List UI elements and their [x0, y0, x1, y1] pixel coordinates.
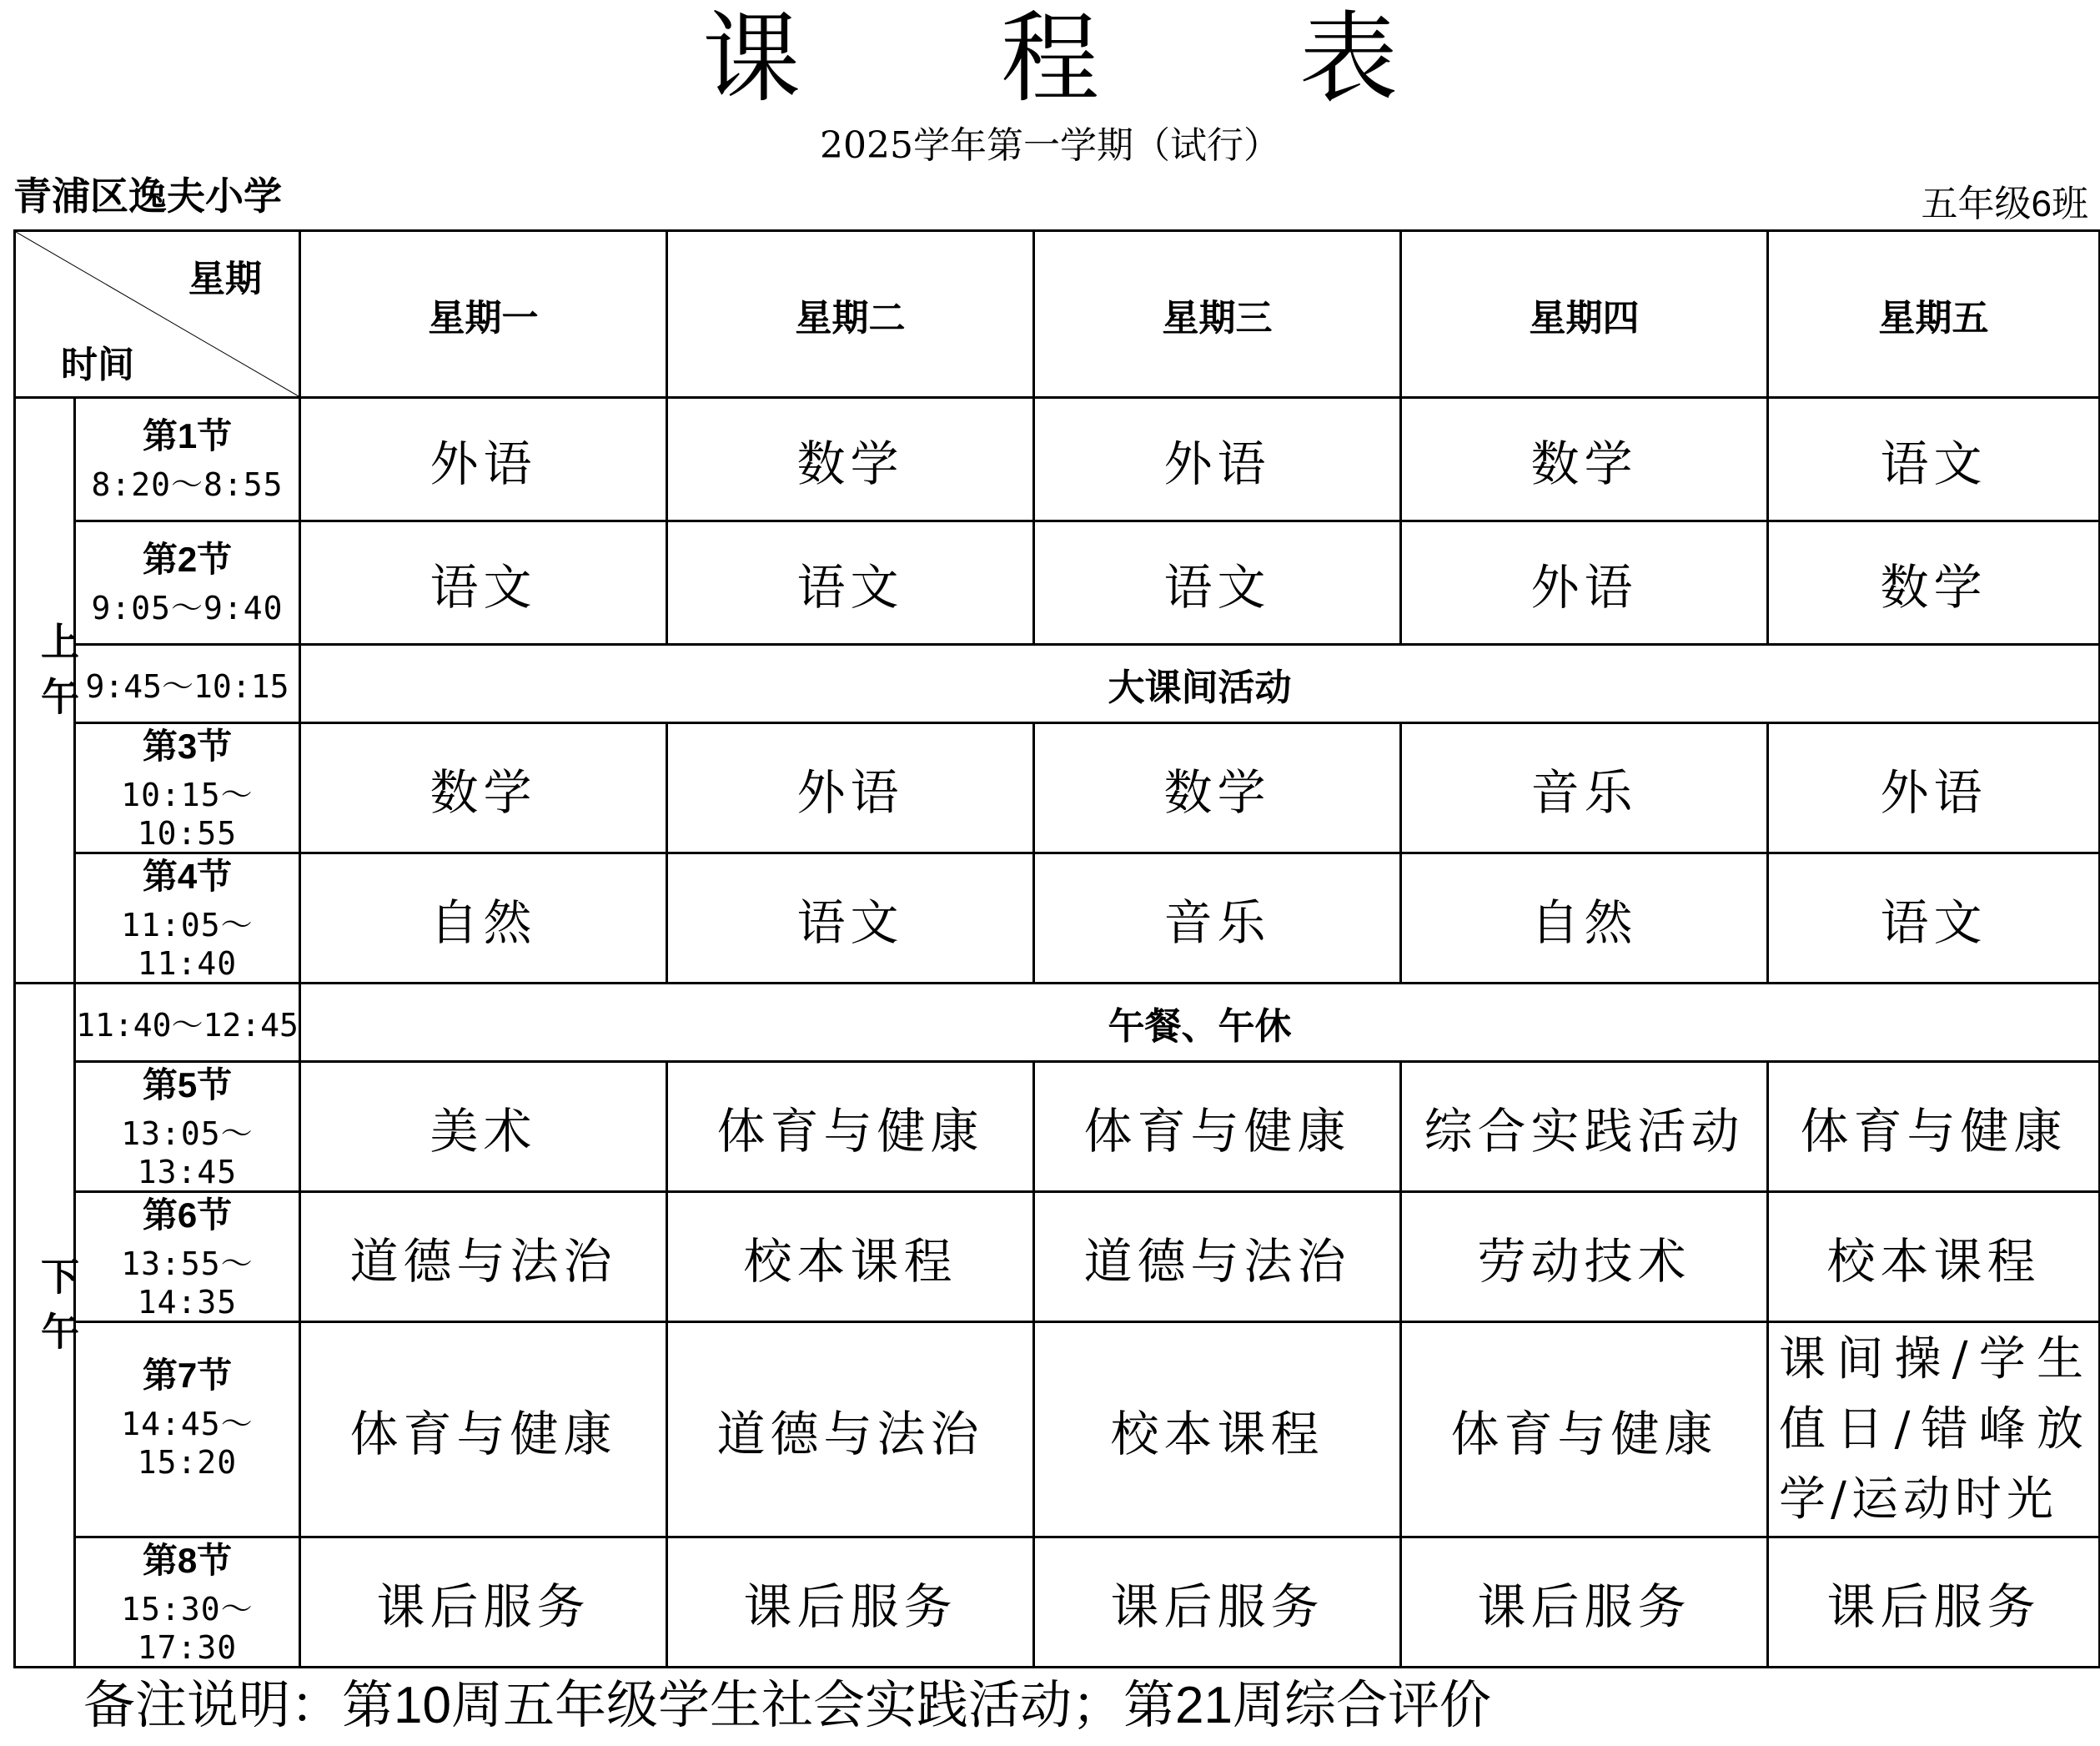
subject-cell: 数学	[1401, 398, 1768, 521]
period-time: 13:55～14:35	[121, 1245, 254, 1321]
subject-cell: 校本课程	[1768, 1192, 2100, 1322]
period-label: 第8节	[142, 1541, 233, 1580]
day-header: 星期二	[667, 231, 1034, 398]
subject-cell: 道德与法治	[667, 1322, 1034, 1537]
subject-cell: 课间操/学生值日/错峰放学/运动时光	[1768, 1322, 2100, 1537]
corner-time-label: 时间	[61, 345, 134, 385]
morning-label: 上午	[15, 398, 75, 984]
subject-cell: 语文	[1034, 521, 1401, 645]
period-cell	[75, 723, 300, 853]
subject-cell: 美术	[300, 1062, 667, 1192]
period-row	[15, 1322, 2100, 1537]
period-time: 10:15～10:55	[121, 777, 254, 852]
period-label: 第1节	[142, 416, 233, 455]
subject-cell: 道德与法治	[300, 1192, 667, 1322]
subject-cell: 外语	[1768, 723, 2100, 853]
period-cell	[75, 1537, 300, 1668]
schedule-table	[13, 229, 2100, 1668]
footnote: 备注说明：第10周五年级学生社会实践活动；第21周综合评价	[83, 1677, 1491, 1734]
subject-cell: 自然	[300, 853, 667, 984]
break-row	[15, 984, 2100, 1062]
subject-cell: 外语	[1401, 521, 1768, 645]
period-cell	[75, 1192, 300, 1322]
subject-cell: 课后服务	[1034, 1537, 1401, 1668]
period-cell	[75, 1322, 300, 1537]
period-label: 第5节	[142, 1065, 233, 1104]
period-row	[15, 1537, 2100, 1668]
subject-cell: 语文	[1768, 398, 2100, 521]
period-row	[15, 1192, 2100, 1322]
semester-subtitle: 2025学年第一学期（试行）	[820, 124, 1280, 167]
page-title: 课程表	[701, 1, 1598, 116]
break-time: 9:45～10:15	[75, 645, 300, 723]
day-header: 星期一	[300, 231, 667, 398]
period-row	[15, 853, 2100, 984]
subject-cell: 体育与健康	[1401, 1322, 1768, 1537]
period-cell	[75, 1062, 300, 1192]
subject-cell: 语文	[300, 521, 667, 645]
subject-cell: 语文	[667, 521, 1034, 645]
period-time: 9:05～9:40	[91, 590, 284, 626]
subject-cell: 课后服务	[1401, 1537, 1768, 1668]
period-cell	[75, 853, 300, 984]
period-time: 15:30～17:30	[121, 1591, 254, 1666]
subject-cell: 音乐	[1401, 723, 1768, 853]
subject-cell: 外语	[300, 398, 667, 521]
period-label: 第3节	[142, 727, 233, 766]
period-row	[15, 398, 2100, 521]
subject-cell: 综合实践活动	[1401, 1062, 1768, 1192]
break-time: 11:40～12:45	[75, 984, 300, 1062]
period-label: 第7节	[142, 1356, 233, 1395]
subject-cell: 数学	[667, 398, 1034, 521]
subject-cell: 自然	[1401, 853, 1768, 984]
period-cell	[75, 398, 300, 521]
period-time: 8:20～8:55	[91, 466, 284, 503]
period-time: 13:05～13:45	[121, 1115, 254, 1190]
subject-cell: 数学	[1034, 723, 1401, 853]
period-label: 第6节	[142, 1195, 233, 1235]
subject-cell: 数学	[300, 723, 667, 853]
day-header: 星期四	[1401, 231, 1768, 398]
subject-cell: 体育与健康	[300, 1322, 667, 1537]
subject-cell: 数学	[1768, 521, 2100, 645]
break-activity: 午餐、午休	[300, 984, 2100, 1062]
period-label: 第2节	[142, 540, 233, 579]
subject-cell: 体育与健康	[1034, 1062, 1401, 1192]
period-label: 第4节	[142, 857, 233, 896]
class-name: 五年级6班	[1921, 184, 2088, 224]
subject-cell: 语文	[667, 853, 1034, 984]
subject-cell: 外语	[667, 723, 1034, 853]
period-row	[15, 521, 2100, 645]
subject-cell: 校本课程	[667, 1192, 1034, 1322]
subject-cell: 音乐	[1034, 853, 1401, 984]
period-cell	[75, 521, 300, 645]
school-name: 青浦区逸夫小学	[13, 174, 282, 218]
break-row	[15, 645, 2100, 723]
subject-cell: 体育与健康	[1768, 1062, 2100, 1192]
subject-cell: 道德与法治	[1034, 1192, 1401, 1322]
corner-weekday-label: 星期	[188, 259, 262, 299]
subject-cell: 校本课程	[1034, 1322, 1401, 1537]
subject-cell: 课后服务	[667, 1537, 1034, 1668]
subject-cell: 课后服务	[1768, 1537, 2100, 1668]
break-activity: 大课间活动	[300, 645, 2100, 723]
header-row	[15, 231, 2100, 398]
subject-cell: 劳动技术	[1401, 1192, 1768, 1322]
period-row	[15, 1062, 2100, 1192]
corner-cell	[15, 231, 300, 398]
subject-cell: 外语	[1034, 398, 1401, 521]
period-time: 11:05～11:40	[121, 907, 254, 982]
subject-cell: 课后服务	[300, 1537, 667, 1668]
subject-cell: 体育与健康	[667, 1062, 1034, 1192]
afternoon-label: 下午	[15, 984, 75, 1668]
day-header: 星期三	[1034, 231, 1401, 398]
day-header: 星期五	[1768, 231, 2100, 398]
subject-cell: 语文	[1768, 853, 2100, 984]
period-time: 14:45～15:20	[121, 1406, 254, 1481]
period-row	[15, 723, 2100, 853]
